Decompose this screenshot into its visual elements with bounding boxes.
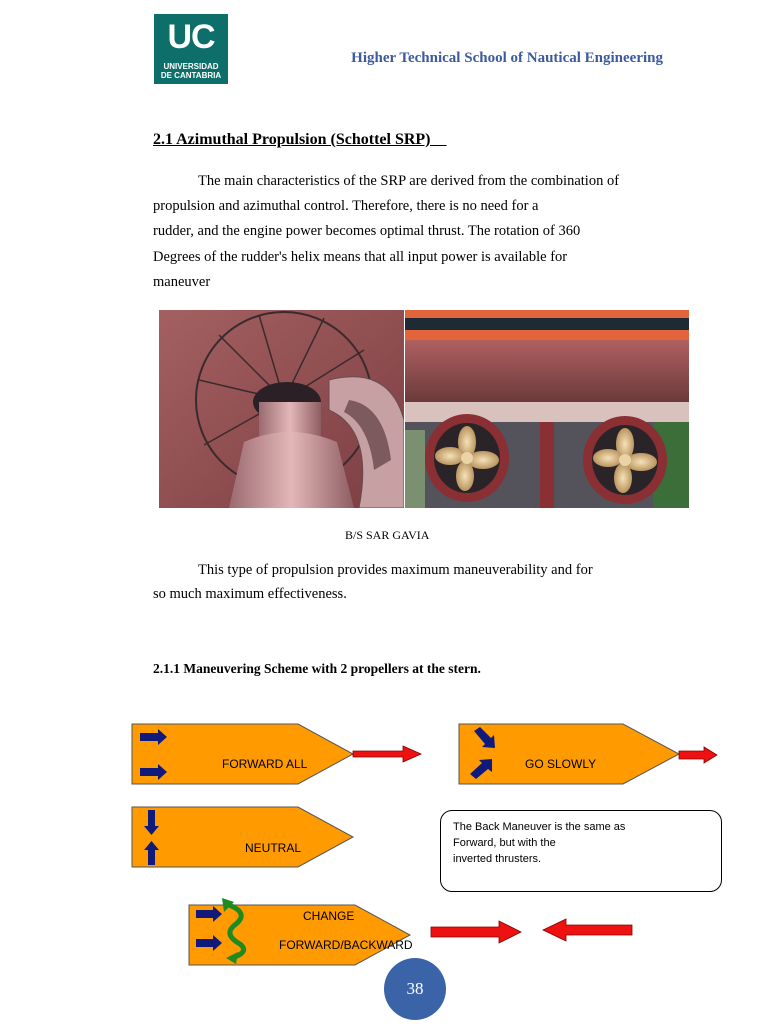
forward-all-red-arrow xyxy=(353,746,421,762)
effect-line-2: so much maximum effectiveness. xyxy=(153,586,347,602)
logo-text: UC xyxy=(167,18,215,56)
go-slowly-red-arrow xyxy=(679,747,717,763)
school-name: Higher Technical School of Nautical Engineering xyxy=(351,50,663,66)
change-label-line-1: CHANGE xyxy=(303,909,355,923)
forward-all-box xyxy=(132,724,353,784)
logo-line-2: DE CANTABRIA xyxy=(160,71,222,80)
neutral-label: NEUTRAL xyxy=(245,841,302,855)
back-maneuver-note xyxy=(440,810,722,892)
photo-caption: B/S SAR GAVIA xyxy=(345,528,430,542)
change-red-arrow-left xyxy=(543,919,632,941)
note-line-3: inverted thrusters. xyxy=(453,853,542,865)
logo-line-1: UNIVERSIDAD xyxy=(163,62,219,71)
effect-line-1: This type of propulsion provides maximum maneuverability and for xyxy=(198,562,593,578)
intro-line-1: The main characteristics of the SRP are derived from the combination of xyxy=(198,173,620,189)
forward-all-label: FORWARD ALL xyxy=(222,757,308,771)
neutral-box xyxy=(132,807,353,867)
go-slowly-box xyxy=(459,724,679,784)
intro-line-4: Degrees of the rudder's helix means that all input power is available for xyxy=(153,249,568,265)
change-label-line-2: FORWARD/BACKWARD xyxy=(279,938,413,952)
section-title: 2.1 Azimuthal Propulsion (Schottel SRP) xyxy=(153,131,447,148)
intro-line-5: maneuver xyxy=(153,274,211,290)
note-line-2: Forward, but with the xyxy=(453,837,556,849)
subsection-title: 2.1.1 Maneuvering Scheme with 2 propellers at the stern. xyxy=(153,661,481,676)
intro-line-2: propulsion and azimuthal control. Therefore, there is no need for a xyxy=(153,198,539,214)
change-red-arrow-right xyxy=(431,921,521,943)
intro-line-3: rudder, and the engine power becomes optimal thrust. The rotation of 360 xyxy=(153,223,581,239)
go-slowly-label: GO SLOWLY xyxy=(525,757,597,771)
change-box xyxy=(189,905,410,965)
note-line-1: The Back Maneuver is the same as xyxy=(453,821,626,833)
page-number: 38 xyxy=(384,958,446,1020)
